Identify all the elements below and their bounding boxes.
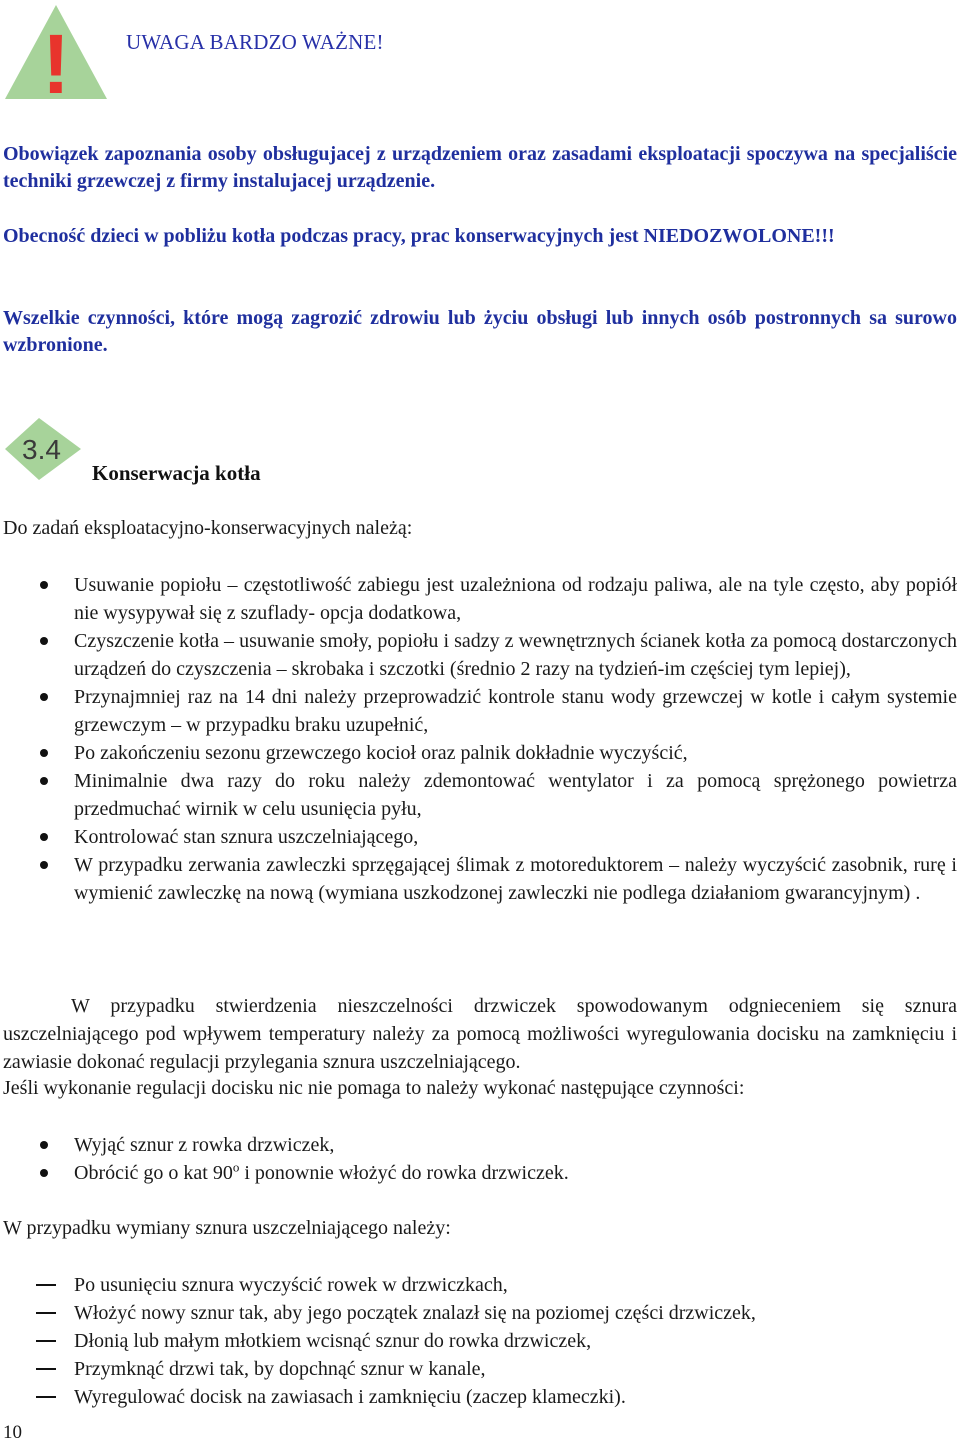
warning-triangle-icon — [3, 3, 109, 101]
list-item: Po zakończeniu sezonu grzewczego kocioł oraz palnik dokładnie wyczyścić, — [74, 742, 688, 764]
list-item: Wyjąć sznur z rowka drzwiczek, — [74, 1134, 335, 1156]
exclamation-mark: ! — [42, 17, 70, 101]
section-title: Konserwacja kotła — [92, 461, 261, 485]
section-number: 3.4 — [22, 434, 61, 465]
replace-intro: W przypadku wymiany sznura uszczelniającego należy: — [3, 1217, 451, 1239]
list-item: Włożyć nowy sznur tak, aby jego początek znalazł się na poziomej części drzwiczek, — [74, 1302, 756, 1324]
list-item: Obrócić go o kat 90$^o$ i ponownie włożyć do rowka drzwiczek. — [74, 1159, 569, 1184]
list-item: Minimalnie dwa razy do roku należy zdemontować wentylator i za pomocą sprężonego powietrza przedmuchać wirnik w celu usunięcia pyłu, — [74, 770, 957, 820]
replace-steps-list — [3, 1271, 957, 1411]
list-item: W przypadku zerwania zawleczki sprzęgającej ślimak z motoreduktorem – należy wyczyścić zasobnik, rurę i wymienić zawleczkę na nową (wymiana uszkodzonej zawleczki nie podlega działaniom gwarancyjnym) . — [74, 854, 957, 904]
page-number: 10 — [3, 1422, 22, 1443]
list-item: Czyszczenie kotła – usuwanie smoły, popiołu i sadzy z wewnętrznych ścianek kotła za pomocą dostarczonych urządzeń do czyszczenia – skrobaka i szczotki (średnio 2 razy na tydzień-im częściej tym lepiej), — [74, 630, 957, 680]
notice-children: Obecność dzieci w pobliżu kotła podczas pracy, prac konserwacyjnych jest NIEDOZWOLONE!!! — [3, 225, 835, 247]
list-item: Po usunięciu sznura wyczyścić rowek w drzwiczkach, — [74, 1274, 508, 1296]
notice-responsibility: Obowiązek zapoznania osoby obsługujacej z urządzeniem oraz zasadami eksploatacji spoczywa na specjaliście techniki grzewczej z firmy instalujacej urządzenie. — [3, 143, 957, 192]
leak-followup: Jeśli wykonanie regulacji docisku nic nie pomaga to należy wykonać następujące czynności: — [3, 1077, 745, 1099]
tasks-list — [3, 571, 957, 907]
list-item: Wyregulować docisk na zawiasach i zamknięciu (zaczep klameczki). — [74, 1386, 626, 1408]
list-item: Dłonią lub małym młotkiem wcisnąć sznur do rowka drzwiczek, — [74, 1330, 592, 1352]
list-item: Usuwanie popiołu – częstotliwość zabiegu jest uzależniona od rodzaju paliwa, ale na tyle często, aby popiół nie wysypywał się z szuflady- opcja dodatkowa, — [74, 574, 957, 624]
tasks-intro: Do zadań eksploatacyjno-konserwacyjnych należą: — [3, 517, 413, 539]
list-item: Przynajmniej raz na 14 dni należy przeprowadzić kontrole stanu wody grzewczej w kotle i całym systemie grzewczym – w przypadku braku uzupełnić, — [74, 686, 957, 736]
leak-paragraph: W przypadku stwierdzenia nieszczelności drzwiczek spowodowanym odgnieceniem się sznura uszczelniającego pod wpływem temperatury należy za pomocą możliwości wyregulowania docisku na zamknięciu i zawiasie dokonać regulacji przylegania sznura uszczelniającego. — [3, 995, 957, 1073]
notice-prohibited: Wszelkie czynności, które mogą zagrozić zdrowiu lub życiu obsługi lub innych osób postronnych sa surowo wzbronione. — [3, 307, 957, 356]
list-item: Kontrolować stan sznura uszczelniającego, — [74, 826, 419, 848]
warning-title: UWAGA BARDZO WAŻNE! — [126, 30, 384, 54]
steps-list — [3, 1131, 957, 1187]
list-item: Przymknąć drzwi tak, by dopchnąć sznur w kanale, — [74, 1358, 486, 1380]
